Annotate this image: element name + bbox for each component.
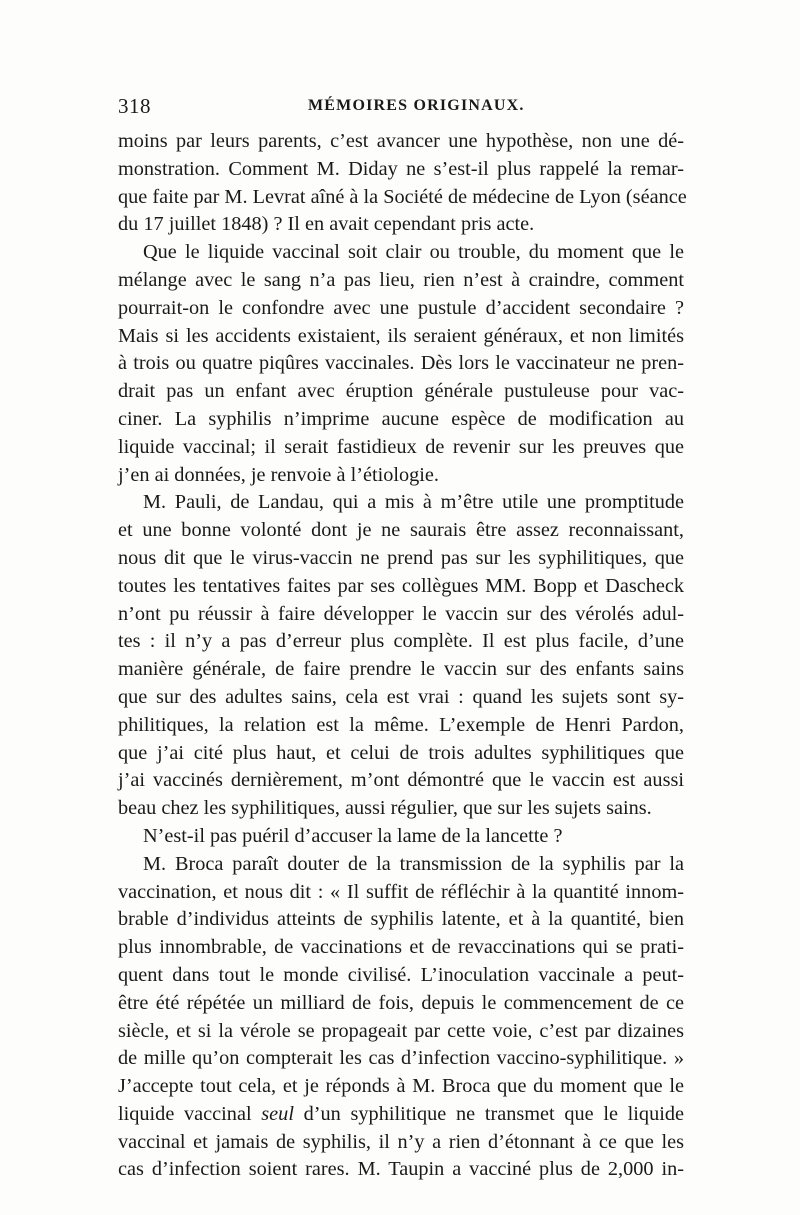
text-line: drait pas un enfant avec éruption générale pustuleuse pour vac-	[118, 380, 684, 403]
text-line: N’est-il pas puéril d’accuser la lame de la lancette ?	[143, 824, 563, 847]
text-line: philitiques, la relation est la même. L’exemple de Henri Pardon,	[118, 713, 684, 736]
page-number: 318	[118, 94, 151, 118]
text-line: de mille qu’on compterait les cas d’infection vaccino-syphilitique. »	[118, 1047, 684, 1070]
text-line: quent dans tout le monde civilisé. L’inoculation vaccinale a peut-	[118, 963, 684, 986]
running-head: MÉMOIRES ORIGINAUX.	[308, 97, 525, 114]
text-line: du 17 juillet 1848) ? Il en avait cependant pris acte.	[118, 213, 535, 236]
text-line: beau chez les syphilitiques, aussi régulier, que sur les sujets sains.	[118, 797, 652, 820]
text-line: tes : il n’y a pas d’erreur plus complète. Il est plus facile, d’une	[118, 630, 684, 653]
text-line: M. Broca paraît douter de la transmission de la syphilis par la	[143, 852, 684, 875]
text-line: et une bonne volonté dont je ne saurais être assez reconnaissant,	[118, 519, 684, 542]
text-segment: liquide vaccinal	[118, 1102, 262, 1125]
text-line: plus innombrable, de vaccinations et de revaccinations qui se prati-	[118, 936, 684, 959]
body-text	[118, 128, 687, 1184]
text-line: siècle, et si la vérole se propageait par cette voie, c’est par dizaines	[118, 1019, 684, 1042]
text-line: toutes les tentatives faites par ses collègues MM. Bopp et Dascheck	[118, 574, 684, 597]
text-line: J’accepte tout cela, et je réponds à M. Broca que du moment que le	[118, 1075, 684, 1098]
text-line: pourrait-on le confondre avec une pustule d’accident secondaire ?	[118, 296, 684, 319]
italic-word: seul	[261, 1102, 294, 1125]
text-line: à trois ou quatre piqûres vaccinales. Dès lors le vaccinateur ne pren-	[118, 352, 684, 375]
text-line: être été répétée un milliard de fois, depuis le commencement de ce	[118, 991, 684, 1014]
text-line: cas d’infection soient rares. M. Taupin a vacciné plus de 2,000 in-	[118, 1158, 684, 1181]
text-line	[118, 1101, 684, 1129]
text-line: j’en ai données, je renvoie à l’étiologie.	[118, 463, 439, 486]
text-line: moins par leurs parents, c’est avancer une hypothèse, non une dé-	[118, 130, 684, 152]
text-line: liquide vaccinal; il serait fastidieux de revenir sur les preuves que	[118, 435, 684, 458]
text-line: vaccination, et nous dit : « Il suffit de réfléchir à la quantité innom-	[118, 880, 684, 903]
page-header	[118, 94, 684, 124]
text-line: monstration. Comment M. Diday ne s’est-il plus rappelé la remar-	[118, 157, 684, 180]
text-line: Mais si les accidents existaient, ils seraient généraux, et non limités	[118, 324, 684, 347]
text-line: manière générale, de faire prendre le vaccin sur des enfants sains	[118, 658, 684, 681]
text-line: j’ai vaccinés dernièrement, m’ont démontré que le vaccin est aussi	[118, 769, 684, 792]
text-segment: d’un syphilitique ne transmet que le liquide	[293, 1102, 684, 1125]
text-line: que sur des adultes sains, cela est vrai : quand les sujets sont sy-	[118, 685, 684, 708]
text-line: n’ont pu réussir à faire développer le vaccin sur des vérolés adul-	[118, 602, 684, 625]
text-line: que j’ai cité plus haut, et celui de trois adultes syphilitiques que	[118, 741, 684, 764]
text-line: que faite par M. Levrat aîné à la Société de médecine de Lyon (séance	[118, 185, 687, 208]
text-line: brable d’individus atteints de syphilis latente, et à la quantité, bien	[118, 908, 684, 931]
text-line: ciner. La syphilis n’imprime aucune espèce de modification au	[118, 407, 684, 430]
text-line: Que le liquide vaccinal soit clair ou trouble, du moment que le	[143, 241, 684, 264]
text-line: nous dit que le virus-vaccin ne prend pas sur les syphilitiques, que	[118, 546, 684, 569]
text-line: M. Pauli, de Landau, qui a mis à m’être utile une promptitude	[143, 491, 684, 514]
text-line: mélange avec le sang n’a pas lieu, rien n’est à craindre, comment	[118, 268, 684, 291]
text-line: vaccinal et jamais de syphilis, il n’y a rien d’étonnant à ce que les	[118, 1130, 684, 1153]
